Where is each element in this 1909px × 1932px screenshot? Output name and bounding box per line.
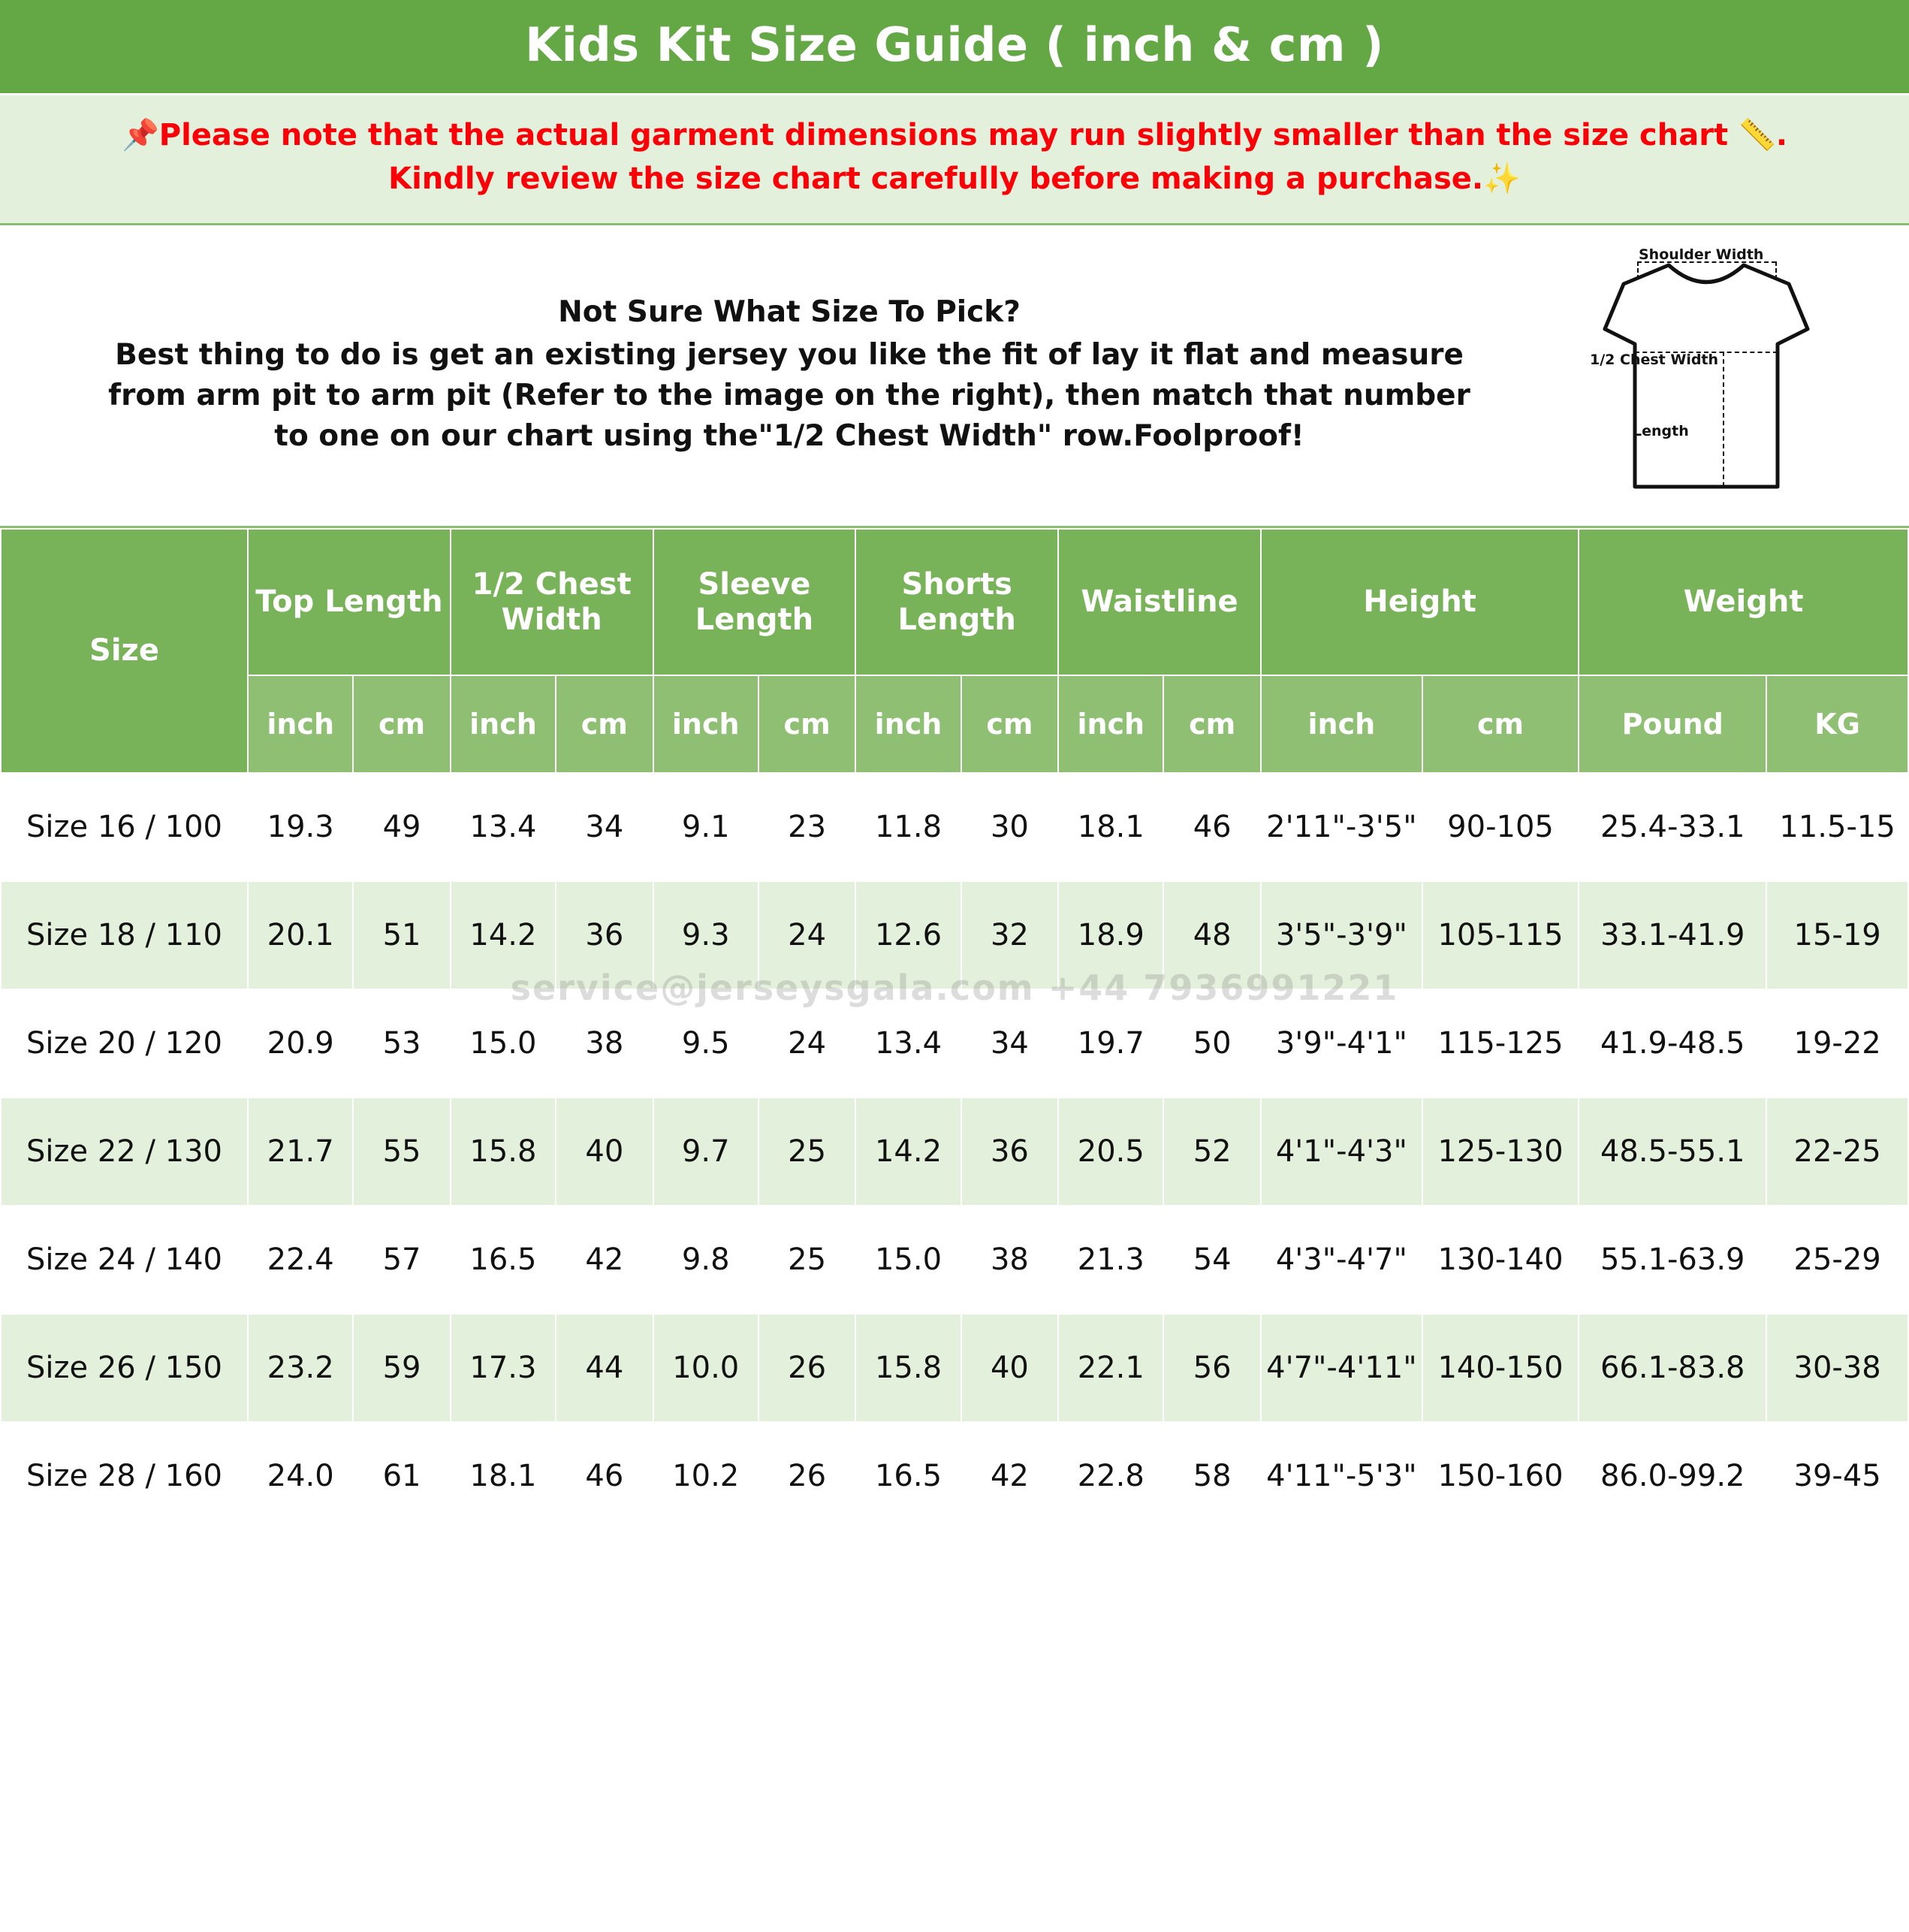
cell-chest-cm: 42: [556, 1206, 653, 1314]
cell-weight-kg: 11.5-15: [1766, 773, 1908, 881]
cell-chest-inch: 15.8: [451, 1097, 556, 1206]
cell-sleeve-cm: 25: [758, 1206, 855, 1314]
cell-shorts-cm: 38: [961, 1206, 1058, 1314]
cell-sleeve-inch: 9.7: [653, 1097, 758, 1206]
cell-waist-inch: 22.8: [1058, 1422, 1163, 1530]
cell-sleeve-inch: 9.1: [653, 773, 758, 881]
cell-weight-kg: 15-19: [1766, 881, 1908, 989]
cell-chest-cm: 38: [556, 989, 653, 1097]
col-group-waistline: Waistline: [1058, 529, 1261, 675]
page-title: Kids Kit Size Guide ( inch & cm ): [0, 0, 1909, 95]
cell-height-cm: 105-115: [1422, 881, 1579, 989]
col-group-sleeve-length: Sleeve Length: [653, 529, 856, 675]
unit-weight-kg: KG: [1766, 675, 1908, 773]
unit-sleeve-inch: inch: [653, 675, 758, 773]
cell-top-length-cm: 51: [353, 881, 450, 989]
cell-weight-pound: 25.4-33.1: [1579, 773, 1766, 881]
cell-shorts-cm: 36: [961, 1097, 1058, 1206]
cell-weight-pound: 41.9-48.5: [1579, 989, 1766, 1097]
cell-sleeve-inch: 9.3: [653, 881, 758, 989]
cell-sleeve-cm: 24: [758, 989, 855, 1097]
cell-top-length-cm: 55: [353, 1097, 450, 1206]
tshirt-icon: [1549, 239, 1864, 509]
chest-width-label: 1/2 Chest Width: [1590, 352, 1719, 369]
cell-weight-pound: 33.1-41.9: [1579, 881, 1766, 989]
cell-height-inch: 3'9"-4'1": [1261, 989, 1422, 1097]
tshirt-measure-diagram: [1549, 239, 1864, 509]
advice-line-1: Best thing to do is get an existing jersey you like the fit of lay it flat and measure: [115, 338, 1464, 373]
advice-title: Not Sure What Size To Pick?: [558, 294, 1021, 329]
cell-weight-pound: 66.1-83.8: [1579, 1314, 1766, 1422]
length-dash: [1723, 352, 1724, 487]
note-banner: [0, 95, 1909, 225]
cell-height-inch: 4'11"-5'3": [1261, 1422, 1422, 1530]
cell-top-length-inch: 20.9: [248, 989, 353, 1097]
cell-weight-kg: 39-45: [1766, 1422, 1908, 1530]
unit-sleeve-cm: cm: [758, 675, 855, 773]
table-row: [1, 881, 1908, 989]
cell-waist-cm: 56: [1163, 1314, 1260, 1422]
cell-top-length-cm: 61: [353, 1422, 450, 1530]
cell-size: Size 26 / 150: [1, 1314, 248, 1422]
pin-icon: 📌: [121, 118, 159, 153]
table-row: [1, 1422, 1908, 1530]
cell-waist-cm: 50: [1163, 989, 1260, 1097]
cell-top-length-cm: 53: [353, 989, 450, 1097]
cell-shorts-cm: 30: [961, 773, 1058, 881]
note-line-2-wrap: [21, 157, 1888, 201]
cell-chest-inch: 15.0: [451, 989, 556, 1097]
ruler-icon: 📏: [1739, 118, 1776, 153]
cell-sleeve-cm: 23: [758, 773, 855, 881]
cell-shorts-inch: 12.6: [855, 881, 961, 989]
cell-size: Size 22 / 130: [1, 1097, 248, 1206]
table-body: [1, 773, 1908, 1530]
col-group-half-chest-width: 1/2 Chest Width: [451, 529, 653, 675]
table-unit-header-row: [1, 675, 1908, 773]
cell-height-inch: 4'1"-4'3": [1261, 1097, 1422, 1206]
unit-weight-pound: Pound: [1579, 675, 1766, 773]
cell-weight-pound: 55.1-63.9: [1579, 1206, 1766, 1314]
cell-top-length-cm: 59: [353, 1314, 450, 1422]
cell-weight-kg: 19-22: [1766, 989, 1908, 1097]
cell-chest-inch: 16.5: [451, 1206, 556, 1314]
cell-sleeve-cm: 24: [758, 881, 855, 989]
cell-waist-inch: 21.3: [1058, 1206, 1163, 1314]
advice-line-2: from arm pit to arm pit (Refer to the image on the right), then match that number: [108, 379, 1470, 413]
cell-sleeve-inch: 10.2: [653, 1422, 758, 1530]
cell-weight-kg: 30-38: [1766, 1314, 1908, 1422]
cell-waist-cm: 54: [1163, 1206, 1260, 1314]
watermark-text: service@jerseysgala.com +44 7936991221: [510, 968, 1399, 1008]
cell-waist-cm: 58: [1163, 1422, 1260, 1530]
table-row: [1, 1314, 1908, 1422]
cell-top-length-inch: 23.2: [248, 1314, 353, 1422]
cell-shorts-cm: 34: [961, 989, 1058, 1097]
cell-sleeve-inch: 9.5: [653, 989, 758, 1097]
col-group-height: Height: [1261, 529, 1579, 675]
cell-size: Size 18 / 110: [1, 881, 248, 989]
cell-waist-inch: 18.9: [1058, 881, 1163, 989]
note-line-2: Kindly review the size chart carefully before making a purchase.: [388, 162, 1484, 197]
cell-shorts-inch: 13.4: [855, 989, 961, 1097]
cell-waist-cm: 48: [1163, 881, 1260, 989]
cell-top-length-inch: 24.0: [248, 1422, 353, 1530]
col-group-size: Size: [1, 529, 248, 773]
cell-top-length-inch: 19.3: [248, 773, 353, 881]
cell-top-length-cm: 57: [353, 1206, 450, 1314]
cell-height-cm: 140-150: [1422, 1314, 1579, 1422]
cell-chest-cm: 44: [556, 1314, 653, 1422]
unit-chest-cm: cm: [556, 675, 653, 773]
cell-waist-inch: 22.1: [1058, 1314, 1163, 1422]
cell-shorts-inch: 16.5: [855, 1422, 961, 1530]
table-row: [1, 989, 1908, 1097]
cell-sleeve-inch: 10.0: [653, 1314, 758, 1422]
col-group-weight: Weight: [1579, 529, 1908, 675]
cell-chest-cm: 34: [556, 773, 653, 881]
unit-top-length-inch: inch: [248, 675, 353, 773]
cell-height-inch: 3'5"-3'9": [1261, 881, 1422, 989]
unit-shorts-cm: cm: [961, 675, 1058, 773]
cell-top-length-inch: 22.4: [248, 1206, 353, 1314]
table-row: [1, 773, 1908, 881]
cell-shorts-inch: 14.2: [855, 1097, 961, 1206]
cell-height-cm: 115-125: [1422, 989, 1579, 1097]
advice-section: [0, 225, 1909, 528]
cell-height-cm: 130-140: [1422, 1206, 1579, 1314]
cell-height-cm: 150-160: [1422, 1422, 1579, 1530]
unit-top-length-cm: cm: [353, 675, 450, 773]
unit-shorts-inch: inch: [855, 675, 961, 773]
unit-chest-inch: inch: [451, 675, 556, 773]
unit-height-inch: inch: [1261, 675, 1422, 773]
col-group-top-length: Top Length: [248, 529, 451, 675]
table-row: [1, 1097, 1908, 1206]
cell-waist-cm: 46: [1163, 773, 1260, 881]
table-head: [1, 529, 1908, 773]
cell-chest-inch: 17.3: [451, 1314, 556, 1422]
note-line-1: Please note that the actual garment dimensions may run slightly smaller than the size chart: [158, 118, 1729, 153]
cell-sleeve-cm: 26: [758, 1314, 855, 1422]
cell-shorts-inch: 11.8: [855, 773, 961, 881]
cell-waist-inch: 19.7: [1058, 989, 1163, 1097]
cell-weight-pound: 86.0-99.2: [1579, 1422, 1766, 1530]
advice-line-3: to one on our chart using the"1/2 Chest Width" row.Foolproof!: [274, 419, 1304, 453]
cell-waist-inch: 18.1: [1058, 773, 1163, 881]
cell-chest-cm: 40: [556, 1097, 653, 1206]
cell-chest-cm: 36: [556, 881, 653, 989]
cell-size: Size 20 / 120: [1, 989, 248, 1097]
cell-sleeve-inch: 9.8: [653, 1206, 758, 1314]
col-group-shorts-length: Shorts Length: [855, 529, 1058, 675]
cell-sleeve-cm: 25: [758, 1097, 855, 1206]
shoulder-tick-left: [1637, 261, 1639, 279]
unit-height-cm: cm: [1422, 675, 1579, 773]
table-group-header-row: [1, 529, 1908, 675]
cell-waist-inch: 20.5: [1058, 1097, 1163, 1206]
cell-chest-inch: 13.4: [451, 773, 556, 881]
cell-weight-kg: 25-29: [1766, 1206, 1908, 1314]
cell-shorts-cm: 40: [961, 1314, 1058, 1422]
cell-height-inch: 4'3"-4'7": [1261, 1206, 1422, 1314]
cell-chest-inch: 14.2: [451, 881, 556, 989]
cell-size: Size 24 / 140: [1, 1206, 248, 1314]
cell-top-length-cm: 49: [353, 773, 450, 881]
cell-shorts-cm: 42: [961, 1422, 1058, 1530]
advice-text: [0, 292, 1549, 457]
cell-shorts-cm: 32: [961, 881, 1058, 989]
cell-waist-cm: 52: [1163, 1097, 1260, 1206]
shoulder-width-label: Shoulder Width: [1639, 246, 1764, 264]
cell-size: Size 16 / 100: [1, 773, 248, 881]
note-line-1-end: .: [1775, 118, 1788, 153]
length-label: Length: [1633, 423, 1689, 440]
unit-waist-inch: inch: [1058, 675, 1163, 773]
sparkle-icon: ✨: [1483, 162, 1521, 197]
cell-weight-pound: 48.5-55.1: [1579, 1097, 1766, 1206]
table-row: [1, 1206, 1908, 1314]
cell-shorts-inch: 15.8: [855, 1314, 961, 1422]
cell-height-cm: 90-105: [1422, 773, 1579, 881]
cell-height-cm: 125-130: [1422, 1097, 1579, 1206]
cell-height-inch: 4'7"-4'11": [1261, 1314, 1422, 1422]
cell-height-inch: 2'11"-3'5": [1261, 773, 1422, 881]
cell-chest-inch: 18.1: [451, 1422, 556, 1530]
shoulder-tick-right: [1775, 261, 1777, 279]
cell-weight-kg: 22-25: [1766, 1097, 1908, 1206]
size-chart-table: [0, 528, 1909, 1531]
cell-shorts-inch: 15.0: [855, 1206, 961, 1314]
cell-top-length-inch: 21.7: [248, 1097, 353, 1206]
cell-chest-cm: 46: [556, 1422, 653, 1530]
unit-waist-cm: cm: [1163, 675, 1260, 773]
cell-sleeve-cm: 26: [758, 1422, 855, 1530]
cell-size: Size 28 / 160: [1, 1422, 248, 1530]
cell-top-length-inch: 20.1: [248, 881, 353, 989]
